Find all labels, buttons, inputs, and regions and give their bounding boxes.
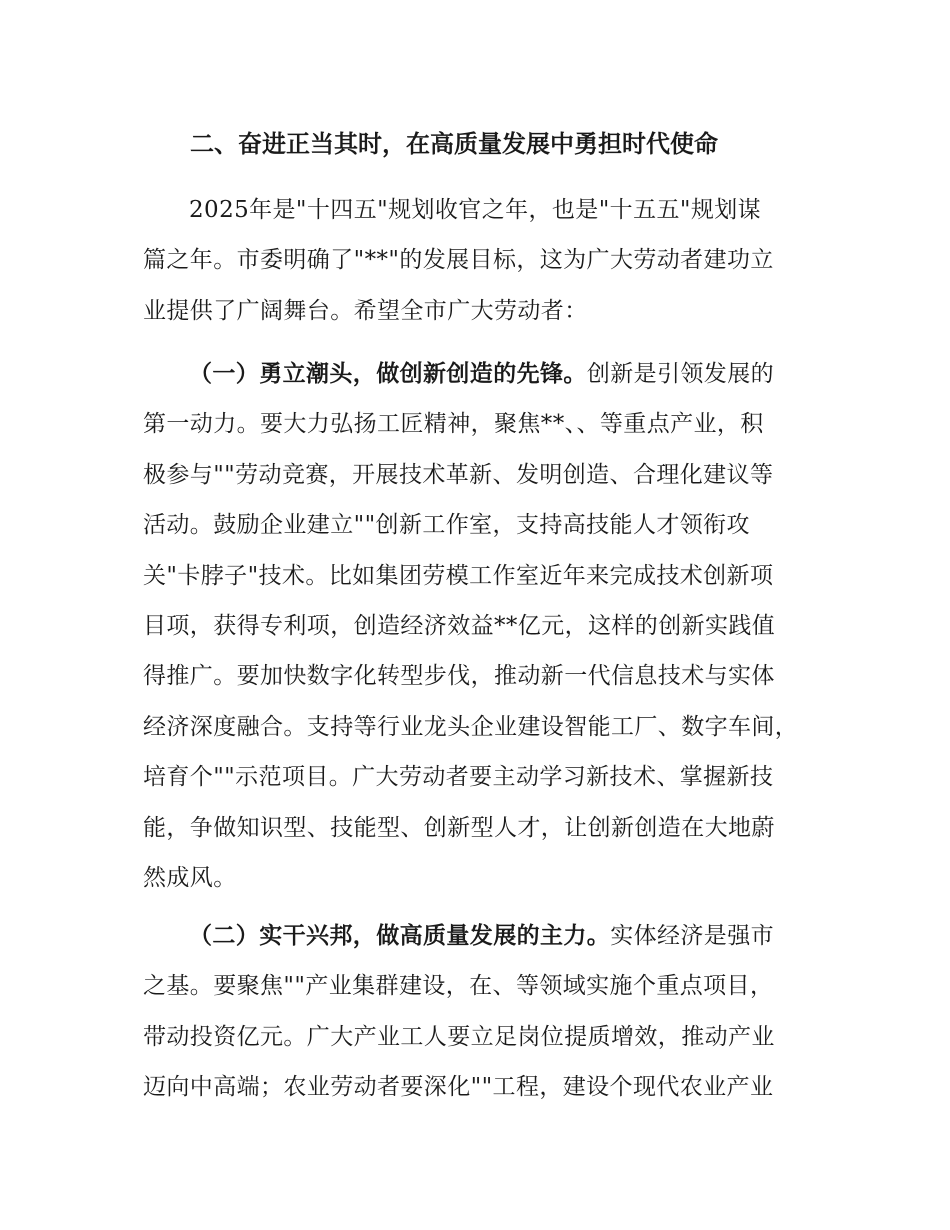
paragraph-line: 业提供了广阔舞台。希望全市广大劳动者： — [143, 297, 588, 324]
paragraph-line: 然成风。 — [143, 864, 237, 891]
paragraph-line: 能，争做知识型、技能型、创新型人才，让创新创造在大地蔚 — [143, 814, 775, 841]
paragraph-line: 第一动力。要大力弘扬工匠精神，聚焦**、、等重点产业，积 — [143, 411, 764, 438]
section-heading: 二、奋进正当其时，在高质量发展中勇担时代使命 — [190, 130, 718, 158]
paragraph-lead: （一）勇立潮头，做创新创造的先锋。 — [189, 361, 587, 387]
paragraph-line: 得推广。要加快数字化转型步伐，推动新一代信息技术与实体 — [143, 663, 775, 690]
paragraph-line: 2025年是"十四五"规划收官之年，也是"十五五"规划谋 — [189, 197, 762, 223]
paragraph-line: 篇之年。市委明确了"**"的发展目标，这为广大劳动者建功立 — [143, 247, 774, 274]
paragraph-first-line — [143, 349, 823, 399]
paragraph-line: 关"卡脖子"技术。比如集团劳模工作室近年来完成技术创新项 — [143, 562, 774, 589]
paragraph-line: 极参与""劳动竞赛，开展技术革新、发明创造、合理化建议等 — [143, 461, 774, 488]
paragraph-line: 活动。鼓励企业建立""创新工作室，支持高技能人才领衔攻 — [143, 512, 750, 539]
paragraph-first-line-rest: 创新是引领发展的 — [586, 361, 775, 387]
paragraph-line: 带动投资亿元。广大产业工人要立足岗位提质增效，推动产业 — [143, 1023, 775, 1050]
paragraph-lead: （二）实干兴邦，做高质量发展的主力。 — [189, 923, 611, 949]
paragraph-line: 迈向中高端；农业劳动者要深化""工程，建设个现代农业产业 — [143, 1074, 774, 1101]
paragraph-innovation — [143, 349, 823, 903]
paragraph-line: 培育个""示范项目。广大劳动者要主动学习新技术、掌握新技 — [143, 764, 774, 791]
paragraph-development — [143, 911, 823, 1113]
paragraph-line: 经济深度融合。支持等行业龙头企业建设智能工厂、数字车间， — [143, 713, 799, 740]
paragraph-intro — [143, 185, 823, 336]
paragraph-first-line — [143, 911, 823, 961]
paragraph-line: 目项，获得专利项，创造经济效益**亿元，这样的创新实践值 — [143, 612, 776, 639]
paragraph-line: 之基。要聚焦""产业集群建设，在、等领域实施个重点项目， — [143, 973, 774, 1000]
paragraph-first-line-rest: 实体经济是强市 — [610, 923, 775, 949]
